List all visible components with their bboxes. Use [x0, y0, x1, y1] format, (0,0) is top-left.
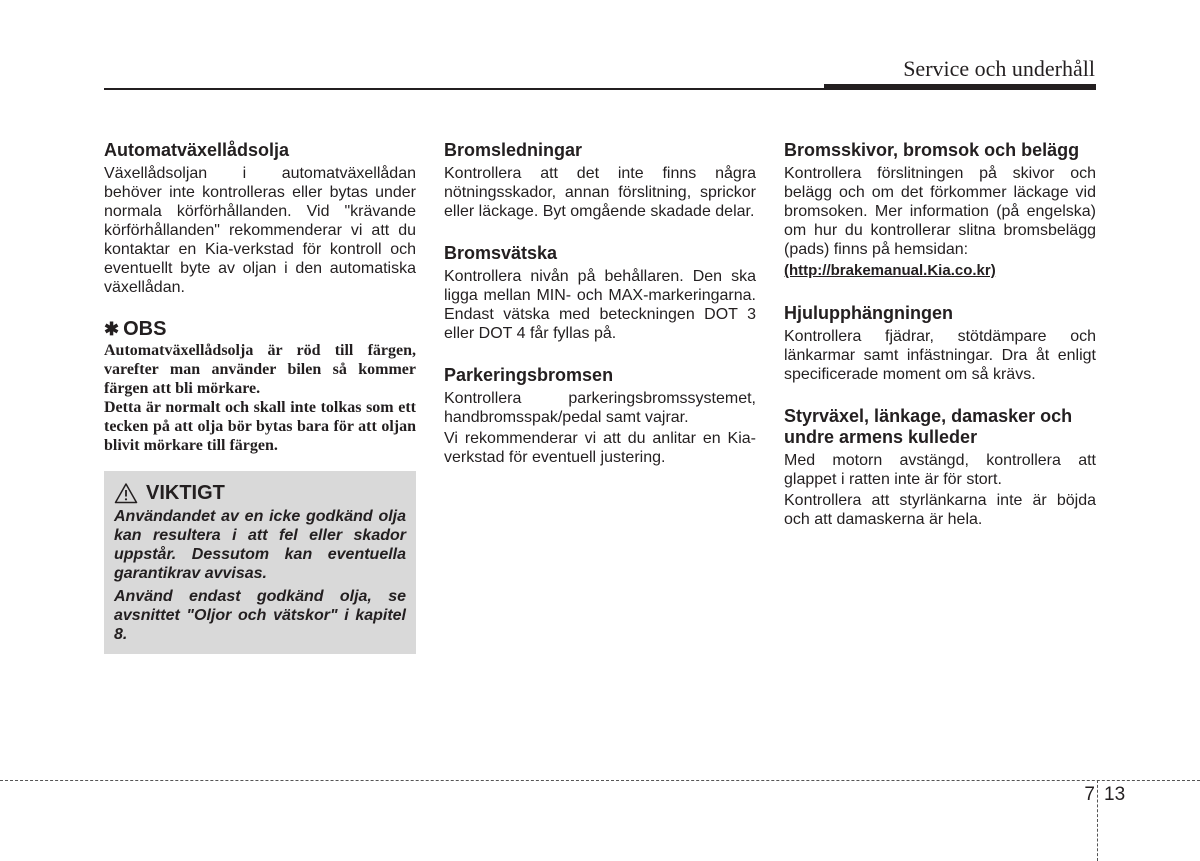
section-heading-brake-lines: Bromsledningar	[444, 140, 583, 160]
obs-paragraph-1: Automatväxellådsolja är röd till färgen, varefter man använder bilen så kommer färgen att bli mörkare.	[104, 342, 416, 397]
asterisk-icon: ✱	[104, 319, 120, 339]
page-section-title: Service och underhåll	[903, 56, 1095, 81]
section-body-automatic-transmission-oil: Växellådsoljan i automatväxellådan behöver inte kontrolleras eller bytas under normala körförhållanden. Vid "krävande körförhållanden" rekommenderar vi att du kontaktar en Kia-verkstad för kontroll och eventuellt byte av oljan i den automatiska växellådan.	[104, 165, 416, 296]
section-body-parking-brake-2: Vi rekommenderar vi att du anlitar en Kia-verkstad för eventuell justering.	[444, 430, 756, 466]
warning-paragraph-2: Använd endast godkänd olja, se avsnittet "Oljor och vätskor" i kapitel 8.	[114, 588, 406, 643]
warning-heading	[114, 481, 406, 505]
section-heading-steering: Styrväxel, länkage, damasker och undre armens kulleder	[784, 406, 1073, 447]
section-heading-parking-brake: Parkeringsbromsen	[444, 365, 614, 385]
chapter-number: 7	[1084, 784, 1095, 805]
page-number: 13	[1104, 784, 1126, 805]
section-body-suspension: Kontrollera fjädrar, stötdämpare och länkarmar samt infästningar. Dra åt enligt specificerade moment om så krävs.	[784, 328, 1096, 383]
section-body-brake-discs: Kontrollera förslitningen på skivor och belägg och om det förkommer läckage vid bromsoken. Mer information (på engelska) om hur du kontrollerar slitna bromsbelägg (pads) finns på hemsidan:	[784, 165, 1096, 258]
section-body-steering-1: Med motorn avstängd, kontrollera att glappet i ratten inte är för stort.	[784, 452, 1096, 488]
warning-paragraph-1: Användandet av en icke godkänd olja kan resultera i att fel eller skador uppstår. Dessutom kan eventuella garantikrav avvisas.	[114, 508, 406, 582]
section-heading-brake-discs: Bromsskivor, bromsok och belägg	[784, 140, 1080, 160]
section-body-brake-fluid: Kontrollera nivån på behållaren. Den ska ligga mellan MIN- och MAX-markeringarna. Endast vätska med beteckningen DOT 3 eller DOT 4 får fyllas på.	[444, 268, 756, 342]
brake-manual-link[interactable]: (http://brakemanual.Kia.co.kr)	[784, 262, 996, 279]
obs-paragraph-2: Detta är normalt och skall inte tolkas som ett tecken på att olja bör bytas bara för att oljan blivit mörkare till färgen.	[104, 399, 416, 454]
warning-heading-label: VIKTIGT	[146, 482, 225, 504]
column-left	[104, 140, 416, 654]
warning-box	[104, 471, 416, 654]
header-rule-thick	[824, 84, 1096, 90]
column-middle	[444, 140, 756, 467]
warning-triangle-icon	[114, 482, 138, 504]
section-heading-automatic-transmission-oil: Automatväxellådsolja	[104, 140, 290, 160]
section-body-steering-2: Kontrollera att styrlänkarna inte är böjda och att damaskerna är hela.	[784, 492, 1096, 528]
header-rule-thin	[104, 88, 824, 90]
column-right	[784, 140, 1096, 529]
section-body-brake-lines: Kontrollera att det inte finns några nötningsskador, annan förslitning, sprickor eller läckage. Byt omgående skadade delar.	[444, 165, 756, 220]
footer-vertical-divider	[1097, 780, 1098, 861]
section-heading-suspension: Hjulupphängningen	[784, 303, 953, 323]
section-heading-brake-fluid: Bromsvätska	[444, 243, 558, 263]
obs-heading	[104, 317, 416, 341]
footer-divider	[0, 780, 1200, 781]
obs-heading-label: OBS	[123, 318, 167, 340]
section-body-parking-brake-1: Kontrollera parkeringsbromssystemet, handbromsspak/pedal samt vajrar.	[444, 390, 756, 426]
